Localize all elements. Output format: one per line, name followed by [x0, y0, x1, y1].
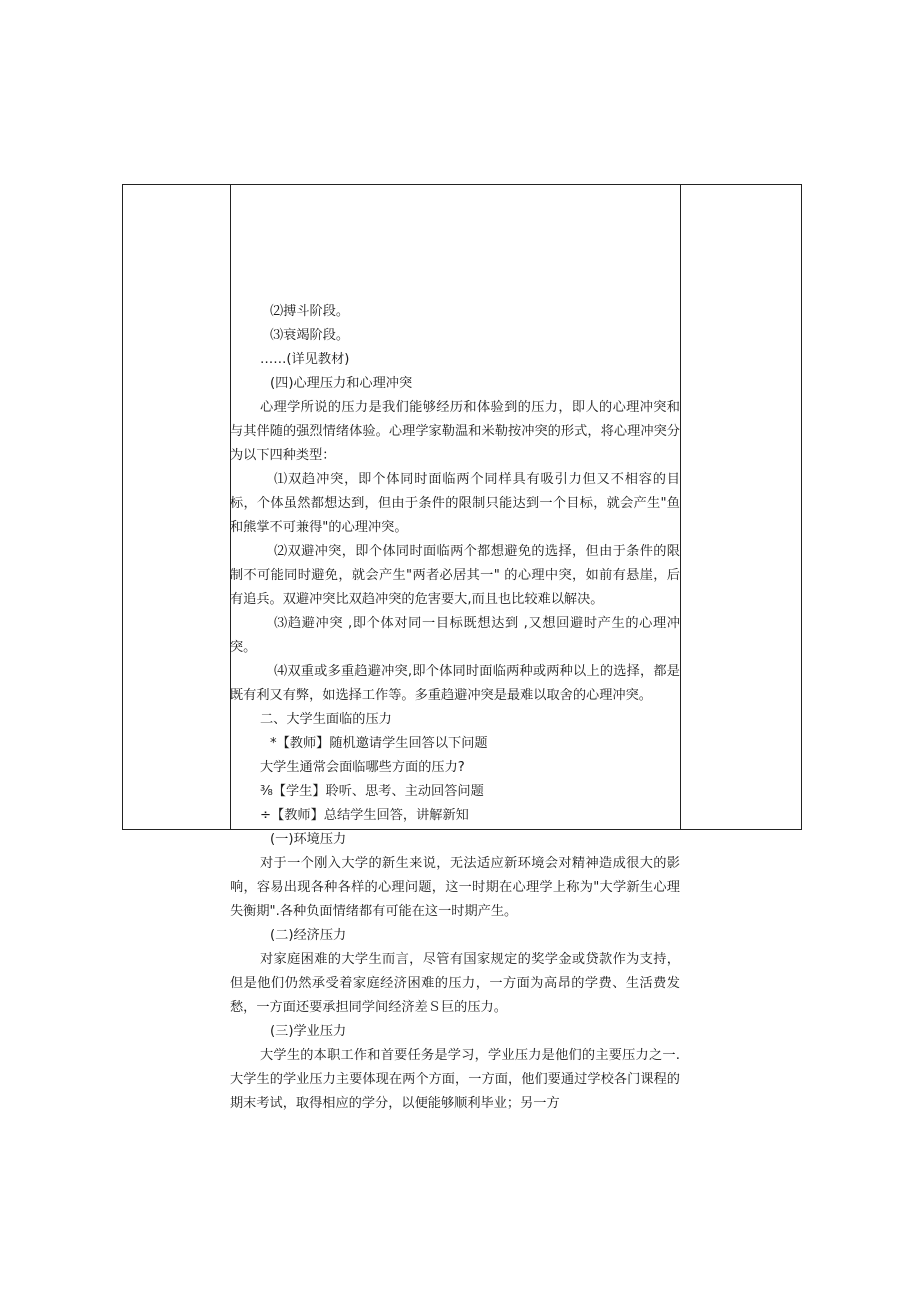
student-note: ⅜【学生】聆听、思考、主动回答问题 [260, 784, 484, 799]
paragraph: 心理学所说的压力是我们能够经历和体验到的压力，即人的心理冲突和与其伴随的强烈情绪体验。心理学家勒温和米勒按冲突的形式，将心理冲突分为以下四种类型： [230, 400, 680, 463]
subsection-heading: (三)学业压力 [270, 1024, 347, 1039]
paragraph: ⑴双趋冲突，即个体同时面临两个同样具有吸引力但又不相容的目标，个体虽然都想达到，但由于条件的限制只能达到一个目标，就会产生"鱼和熊掌不可兼得"的心理冲突。 [230, 472, 680, 535]
lesson-content [230, 300, 680, 1116]
paragraph: 对家庭困难的大学生而言，尽管有国家规定的奖学金或贷款作为支持，但是他们仍然承受着家庭经济困难的压力，一方面为高昂的学费、生活费发愁，一方面还要承担同学间经济差Ｓ巨的压力。 [230, 952, 680, 1015]
paragraph: 对于一个刚入大学的新生来说，无法适应新环境会对精神造成很大的影响，容易出现各种各样的心理问题，这一时期在心理学上称为"大学新生心理失衡期".各种负面情绪都有可能在这一时期产生。 [230, 856, 680, 919]
paragraph: ⑵双避冲突，即个体同时面临两个都想避免的选择，但由于条件的限制不可能同时避免，就会产生"两者必居其一" 的心理中突，如前有悬崖，后有追兵。双避冲突比双趋冲突的危害要大,而且也比较难以解决。 [230, 544, 680, 607]
section-heading: (四)心理压力和心理冲突 [270, 376, 413, 391]
paragraph: ⑶衰竭阶段。 [270, 328, 350, 343]
paragraph: ⑵搏斗阶段。 [270, 304, 350, 319]
column-divider-right [680, 185, 681, 829]
paragraph: ⑶趋避冲突 ,即个体对同一目标既想达到 ,又想回避时产生的心理冲突。 [230, 616, 680, 655]
paragraph: 大学生的本职工作和首要任务是学习，学业压力是他们的主要压力之一.大学生的学业压力主要体现在两个方面，一方面，他们要通过学校各门课程的期末考试，取得相应的学分，以便能够顺利毕业；另一方 [230, 1048, 680, 1111]
paragraph: ⑷双重或多重趋避冲突,即个体同时面临两种或两种以上的选择，都是既有利又有弊，如选择工作等。多重趋避冲突是最难以取舍的心理冲突。 [230, 664, 680, 703]
section-heading: 二、大学生面临的压力 [260, 712, 392, 727]
teacher-note: ÷【教师】总结学生回答，讲解新知 [260, 808, 469, 823]
subsection-heading: (二)经济压力 [270, 928, 347, 943]
subsection-heading: (一)环境压力 [270, 832, 347, 847]
teacher-note: *【教师】随机邀请学生回答以下问题 [270, 736, 488, 751]
paragraph: 大学生通常会面临哪些方面的压力? [260, 760, 465, 775]
paragraph: ……(详见教材) [260, 352, 350, 367]
